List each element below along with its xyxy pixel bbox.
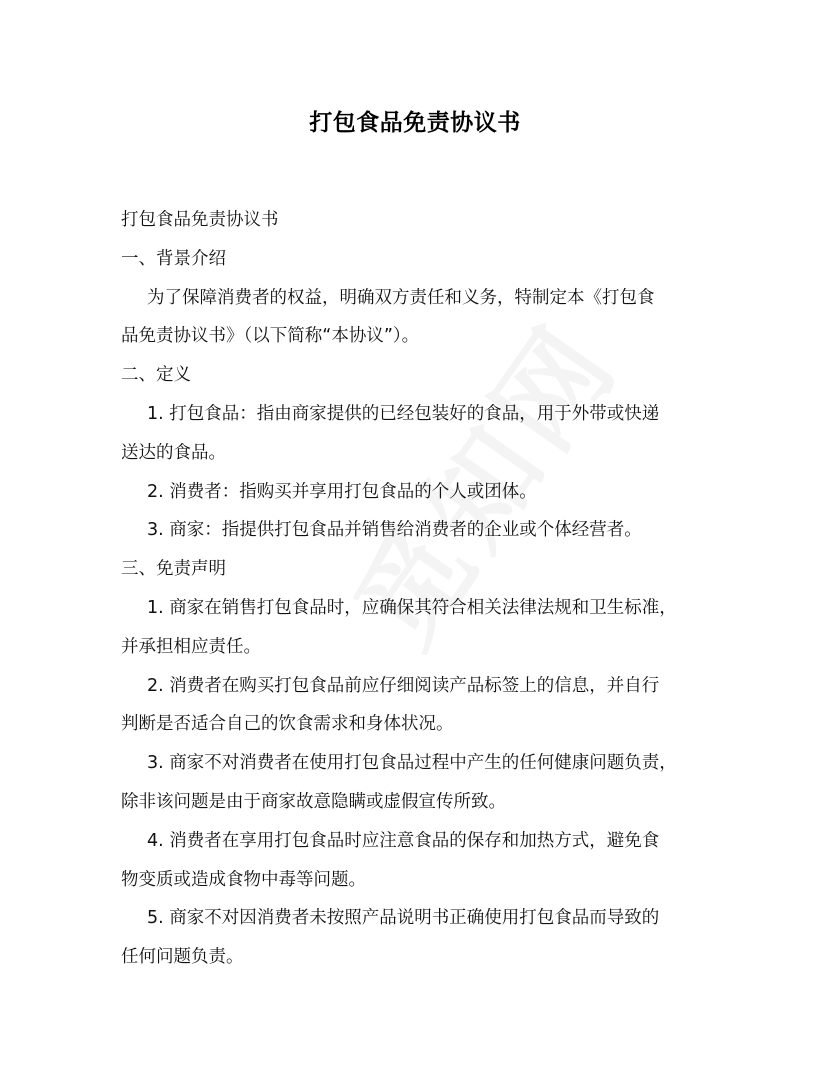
paragraph-line: 为了保障消费者的权益，明确双方责任和义务，特制定本《打包食 [147,287,655,308]
document-body [121,201,721,977]
section-heading-disclaimer: 三、免责声明 [121,559,226,580]
disclaimer-item: 5. 商家不对因消费者未按照产品说明书正确使用打包食品而导致的 [147,908,660,929]
section-heading-definitions: 二、定义 [121,365,191,386]
disclaimer-item: 3. 商家不对消费者在使用打包食品过程中产生的任何健康问题负责， [147,753,677,774]
disclaimer-item-continuation: 判断是否适合自己的饮食需求和身体状况。 [121,714,454,735]
definition-item: 1. 打包食品：指由商家提供的已经包装好的食品，用于外带或快递 [147,403,660,424]
disclaimer-item: 1. 商家在销售打包食品时，应确保其符合相关法律法规和卫生标准， [147,597,677,618]
disclaimer-item: 2. 消费者在购买打包食品前应仔细阅读产品标签上的信息，并自行 [147,675,660,696]
definition-item: 3. 商家：指提供打包食品并销售给消费者的企业或个体经营者。 [147,520,642,541]
disclaimer-item-continuation: 任何问题负责。 [121,947,244,968]
disclaimer-item: 4. 消费者在享用打包食品时应注意食品的保存和加热方式，避免食 [147,830,660,851]
section-heading-background: 一、背景介绍 [121,248,226,269]
disclaimer-item-continuation: 并承担相应责任。 [121,636,261,657]
disclaimer-item-continuation: 物变质或造成食物中毒等问题。 [121,869,366,890]
document-title: 打包食品免责协议书 [309,110,521,136]
definition-item: 2. 消费者：指购买并享用打包食品的个人或团体。 [147,481,537,502]
disclaimer-item-continuation: 除非该问题是由于商家故意隐瞒或虚假宣传所致。 [121,791,506,812]
subtitle-line: 打包食品免责协议书 [121,210,279,230]
definition-item-continuation: 送达的食品。 [121,442,226,463]
paragraph-line: 品免责协议书》（以下简称“本协议”）。 [121,326,420,347]
